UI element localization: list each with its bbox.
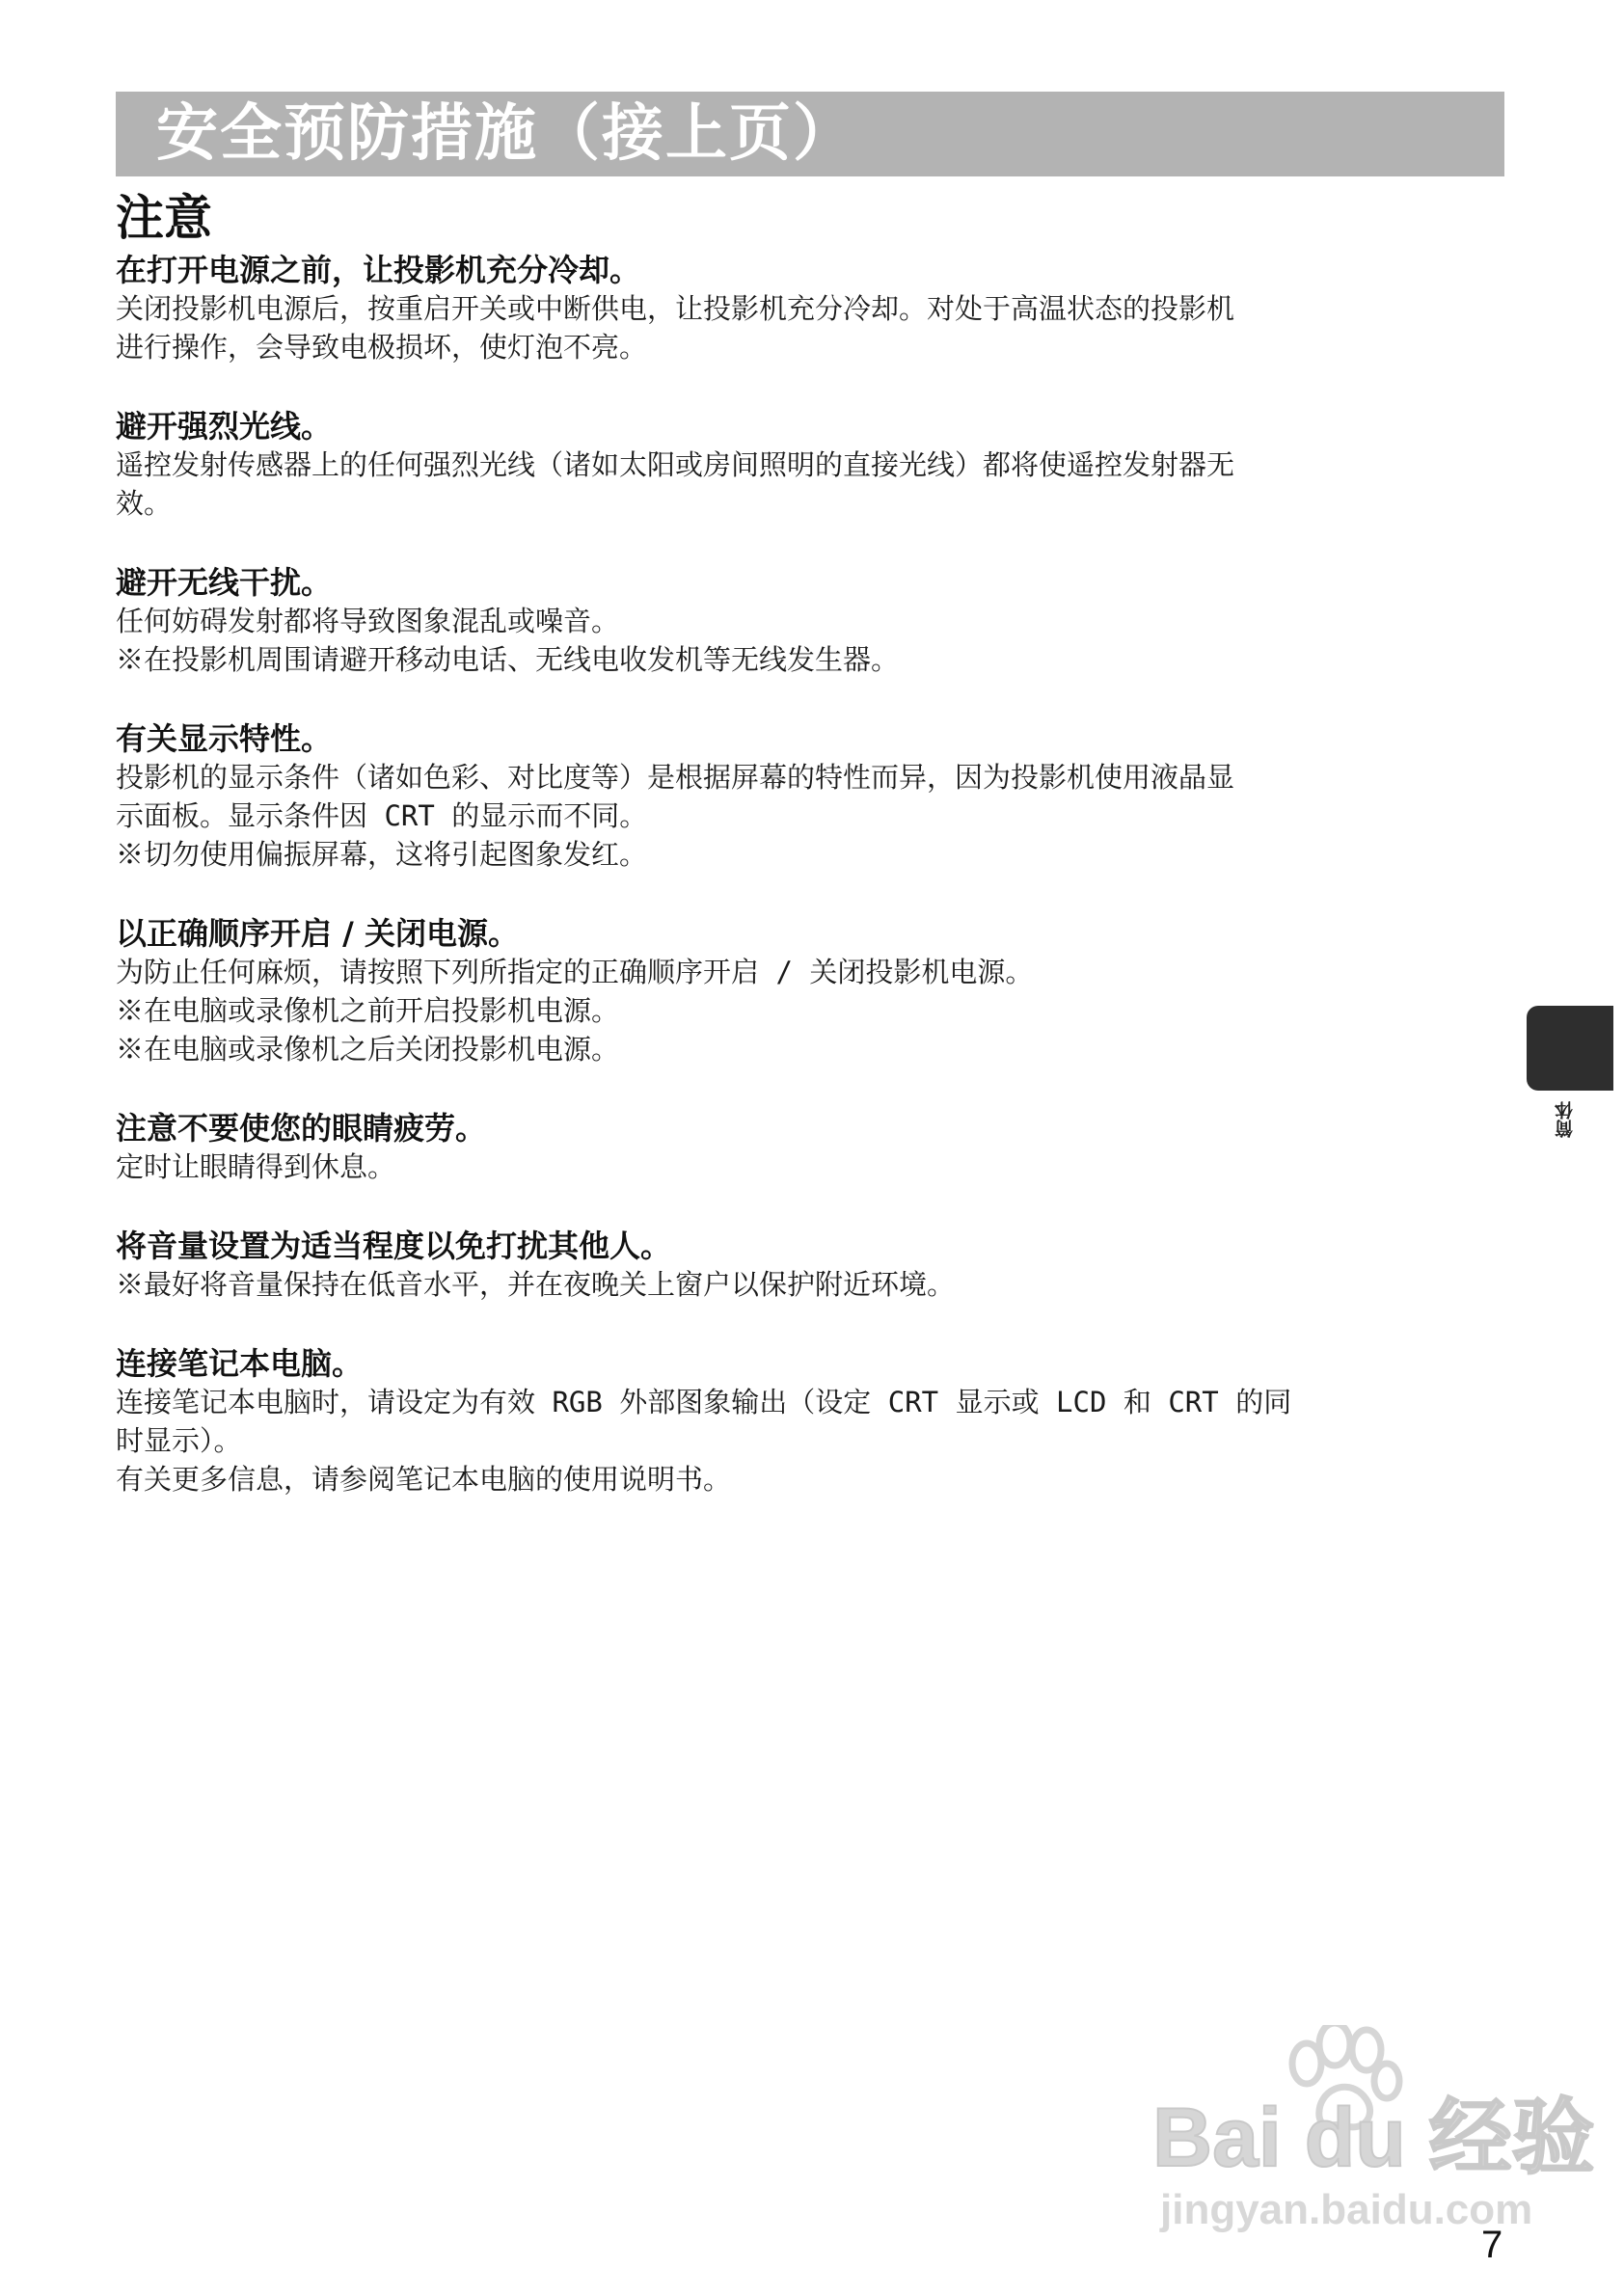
section-line: 为防止任何麻烦，请按照下列所指定的正确顺序开启 / 关闭投影机电源。	[116, 956, 1034, 988]
section-title: 避开强烈光线。	[116, 408, 333, 445]
section-line: ※在电脑或录像机之前开启投影机电源。	[116, 994, 620, 1027]
section-power-sequence	[116, 914, 1504, 1068]
section-title: 注意不要使您的眼睛疲劳。	[116, 1110, 487, 1147]
baidu-watermark	[1152, 2025, 1595, 2237]
section-line: 遥控发射传感器上的任何强烈光线（诸如太阳或房间照明的直接光线）都将使遥控发射器无	[116, 448, 1235, 481]
section-display-characteristics	[116, 719, 1504, 874]
section-title: 在打开电源之前，让投影机充分冷却。	[116, 252, 641, 288]
section-strong-light	[116, 407, 1504, 523]
section-line: 任何妨碍发射都将导致图象混乱或噪音。	[116, 605, 620, 637]
section-line: 时显示）。	[116, 1424, 242, 1457]
section-title: 连接笔记本电脑。	[116, 1345, 364, 1382]
language-label: 简体	[1555, 1101, 1576, 1138]
section-volume	[116, 1227, 1504, 1304]
section-title: 避开无线干扰。	[116, 564, 333, 601]
page-title: 安全预防措施（接上页）	[156, 98, 856, 170]
section-line: 定时让眼睛得到休息。	[116, 1150, 396, 1183]
section-line: 有关更多信息，请参阅笔记本电脑的使用说明书。	[116, 1463, 732, 1496]
caution-content	[116, 251, 1504, 1539]
language-tab	[1527, 1006, 1613, 1091]
section-line: 进行操作，会导致电极损坏，使灯泡不亮。	[116, 331, 648, 364]
section-line: 效。	[116, 487, 173, 520]
section-line: ※切勿使用偏振屏幕，这将引起图象发红。	[116, 838, 648, 871]
section-line: 投影机的显示条件（诸如色彩、对比度等）是根据屏幕的特性而异，因为投影机使用液晶显	[116, 761, 1235, 794]
section-line: 示面板。显示条件因 CRT 的显示而不同。	[116, 799, 648, 832]
section-line: ※在投影机周围请避开移动电话、无线电收发机等无线发生器。	[116, 643, 900, 676]
page-number: 7	[1481, 2224, 1503, 2266]
section-line: 关闭投影机电源后，按重启开关或中断供电，让投影机充分冷却。对处于高温状态的投影机	[116, 292, 1235, 325]
section-eye-strain	[116, 1109, 1504, 1186]
section-line: 连接笔记本电脑时，请设定为有效 RGB 外部图象输出（设定 CRT 显示或 LCD 和 CRT 的同	[116, 1386, 1292, 1418]
section-line: ※最好将音量保持在低音水平，并在夜晚关上窗户以保护附近环境。	[116, 1268, 956, 1301]
section-cooling	[116, 251, 1504, 366]
section-laptop-connection	[116, 1344, 1504, 1498]
section-line: ※在电脑或录像机之后关闭投影机电源。	[116, 1033, 620, 1066]
title-bar	[116, 92, 1504, 176]
section-title: 以正确顺序开启 / 关闭电源。	[116, 915, 519, 952]
section-radio-interference	[116, 563, 1504, 679]
section-title: 有关显示特性。	[116, 720, 333, 757]
section-title: 将音量设置为适当程度以免打扰其他人。	[116, 1228, 672, 1264]
watermark-url: jingyan.baidu.com	[1160, 2186, 1533, 2233]
caution-heading: 注意	[116, 190, 212, 246]
watermark-brand: Bai du 经验	[1152, 2092, 1595, 2184]
